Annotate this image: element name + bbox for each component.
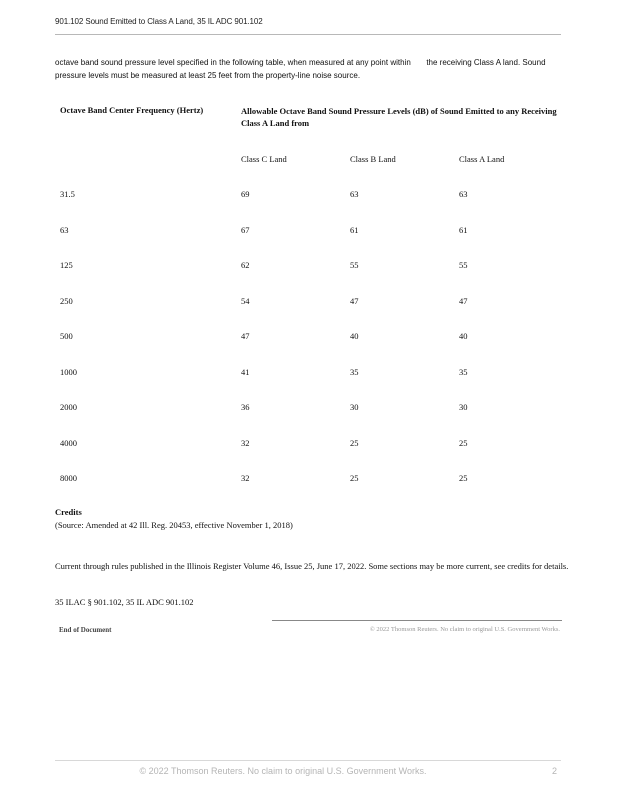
class-b-cell: 25 — [350, 438, 359, 448]
running-header-title: 901.102 Sound Emitted to Class A Land, 35 IL ADC 901.102 — [55, 17, 263, 26]
class-b-column-header: Class B Land — [350, 154, 396, 164]
page-number: 2 — [552, 766, 558, 776]
class-a-cell: 25 — [459, 438, 468, 448]
frequency-cell: 31.5 — [60, 189, 75, 199]
class-c-cell: 67 — [241, 225, 250, 235]
end-copyright-notice: © 2022 Thomson Reuters. No claim to original U.S. Government Works. — [369, 626, 560, 633]
frequency-cell: 8000 — [60, 473, 77, 483]
frequency-cell: 125 — [60, 260, 73, 270]
frequency-cell: 2000 — [60, 402, 77, 412]
class-c-cell: 41 — [241, 367, 250, 377]
class-b-cell: 25 — [350, 473, 359, 483]
frequency-cell: 500 — [60, 331, 73, 341]
class-c-cell: 69 — [241, 189, 250, 199]
class-b-cell: 30 — [350, 402, 359, 412]
class-c-cell: 32 — [241, 438, 250, 448]
end-of-document-label: End of Document — [59, 626, 112, 634]
class-b-cell: 63 — [350, 189, 359, 199]
class-a-cell: 30 — [459, 402, 468, 412]
class-a-cell: 35 — [459, 367, 468, 377]
class-a-cell: 63 — [459, 189, 468, 199]
class-a-cell: 61 — [459, 225, 468, 235]
credits-source: (Source: Amended at 42 Ill. Reg. 20453, effective November 1, 2018) — [55, 520, 293, 530]
class-a-cell: 47 — [459, 296, 468, 306]
class-a-column-header: Class A Land — [459, 154, 505, 164]
class-b-cell: 47 — [350, 296, 359, 306]
class-c-cell: 47 — [241, 331, 250, 341]
frequency-column-header: Octave Band Center Frequency (Hertz) — [60, 105, 204, 115]
class-c-cell: 54 — [241, 296, 250, 306]
levels-column-header: Allowable Octave Band Sound Pressure Levels (dB) of Sound Emitted to any Receiving Class A Land from — [241, 106, 557, 128]
header-divider — [55, 34, 561, 35]
class-a-cell: 25 — [459, 473, 468, 483]
frequency-cell: 63 — [60, 225, 69, 235]
footer-divider — [55, 760, 561, 761]
class-b-cell: 40 — [350, 331, 359, 341]
intro-paragraph: octave band sound pressure level specified in the following table, when measured at any point within the receiving Class A land. Sound pressure levels must be measured at least 25 feet from the property-line noise source. — [55, 58, 546, 80]
footer-copyright: © 2022 Thomson Reuters. No claim to original U.S. Government Works. — [139, 766, 427, 776]
currency-note: Current through rules published in the Illinois Register Volume 46, Issue 25, June 17, 2022. Some sections may be more current, see credits for details. — [55, 561, 569, 571]
class-a-cell: 40 — [459, 331, 468, 341]
class-a-cell: 55 — [459, 260, 468, 270]
class-c-cell: 32 — [241, 473, 250, 483]
credits-heading: Credits — [55, 507, 82, 517]
class-b-cell: 61 — [350, 225, 359, 235]
class-c-cell: 62 — [241, 260, 250, 270]
class-c-column-header: Class C Land — [241, 154, 287, 164]
citation: 35 ILAC § 901.102, 35 IL ADC 901.102 — [55, 597, 194, 607]
class-c-cell: 36 — [241, 402, 250, 412]
class-b-cell: 55 — [350, 260, 359, 270]
end-divider — [272, 620, 562, 621]
class-b-cell: 35 — [350, 367, 359, 377]
frequency-cell: 250 — [60, 296, 73, 306]
frequency-cell: 4000 — [60, 438, 77, 448]
frequency-cell: 1000 — [60, 367, 77, 377]
